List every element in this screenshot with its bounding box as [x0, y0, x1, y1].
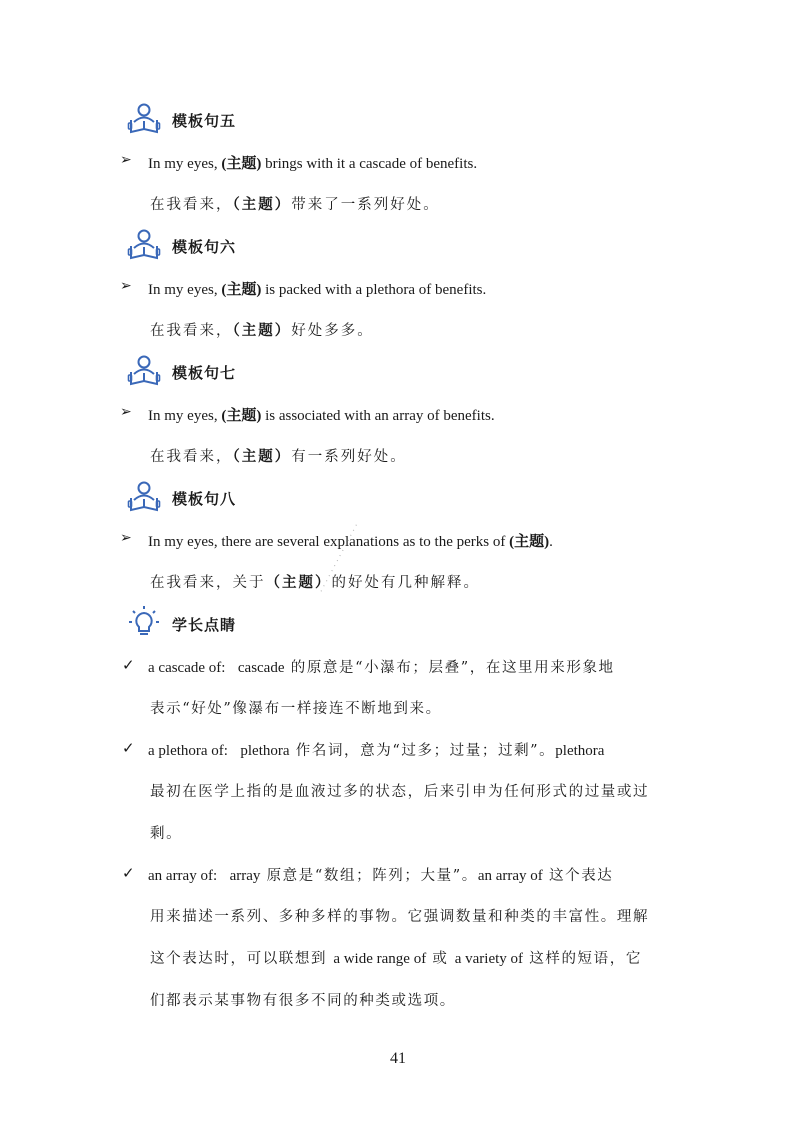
note-2-line-2: 最初在医学上指的是血液过多的状态，后来引申为任何形式的过量或过: [150, 784, 650, 800]
arrow-bullet-icon: ➢: [120, 531, 132, 546]
check-icon: ✓: [122, 739, 135, 757]
reader-icon: [127, 353, 161, 387]
note-3-line-1: an array of: array 原意是“数组；阵列；大量”。an array of 这个表达: [148, 868, 614, 884]
chinese-translation: 在我看来，（主题）好处多多。: [150, 322, 374, 339]
check-icon: ✓: [122, 864, 135, 882]
note-2-line-1: a plethora of: plethora 作名词，意为“过多；过量；过剩”。plethora: [148, 743, 605, 759]
page-number: 41: [390, 1050, 406, 1067]
chinese-translation: 在我看来，（主题）有一系列好处。: [150, 448, 407, 465]
chinese-translation: 在我看来，关于（主题）的好处有几种解释。: [150, 574, 480, 591]
note-3-line-2: 用来描述一系列、多种多样的事物。它强调数量和种类的丰富性。理解: [150, 909, 650, 925]
note-3-line-3: 这个表达时，可以联想到 a wide range of 或 a variety of 这样的短语，它: [150, 951, 642, 967]
lightbulb-icon: [127, 605, 161, 639]
check-icon: ✓: [122, 656, 135, 674]
heading-title: 模板句五: [172, 112, 237, 130]
reader-icon: [127, 101, 161, 135]
heading-title: 模板句六: [172, 238, 237, 256]
note-2-line-3: 剩。: [150, 826, 183, 842]
reader-icon: [127, 227, 161, 261]
heading-title: 模板句八: [172, 490, 237, 508]
chinese-translation: 在我看来，（主题）带来了一系列好处。: [150, 196, 440, 213]
arrow-bullet-icon: ➢: [120, 153, 132, 168]
heading-title: 模板句七: [172, 364, 237, 382]
note-1-line-1: a cascade of: cascade 的原意是“小瀑布；层叠”，在这里用来形象地: [148, 660, 615, 676]
note-3-line-4: 们都表示某事物有很多不同的种类或选项。: [150, 993, 456, 1009]
watermark: · · · · · · · · · · · · · ·: [317, 522, 363, 595]
reader-icon: [127, 479, 161, 513]
note-1-line-2: 表示“好处”像瀑布一样接连不断地到来。: [150, 701, 442, 717]
arrow-bullet-icon: ➢: [120, 279, 132, 294]
tips-heading: 学长点睛: [172, 616, 237, 634]
arrow-bullet-icon: ➢: [120, 405, 132, 420]
